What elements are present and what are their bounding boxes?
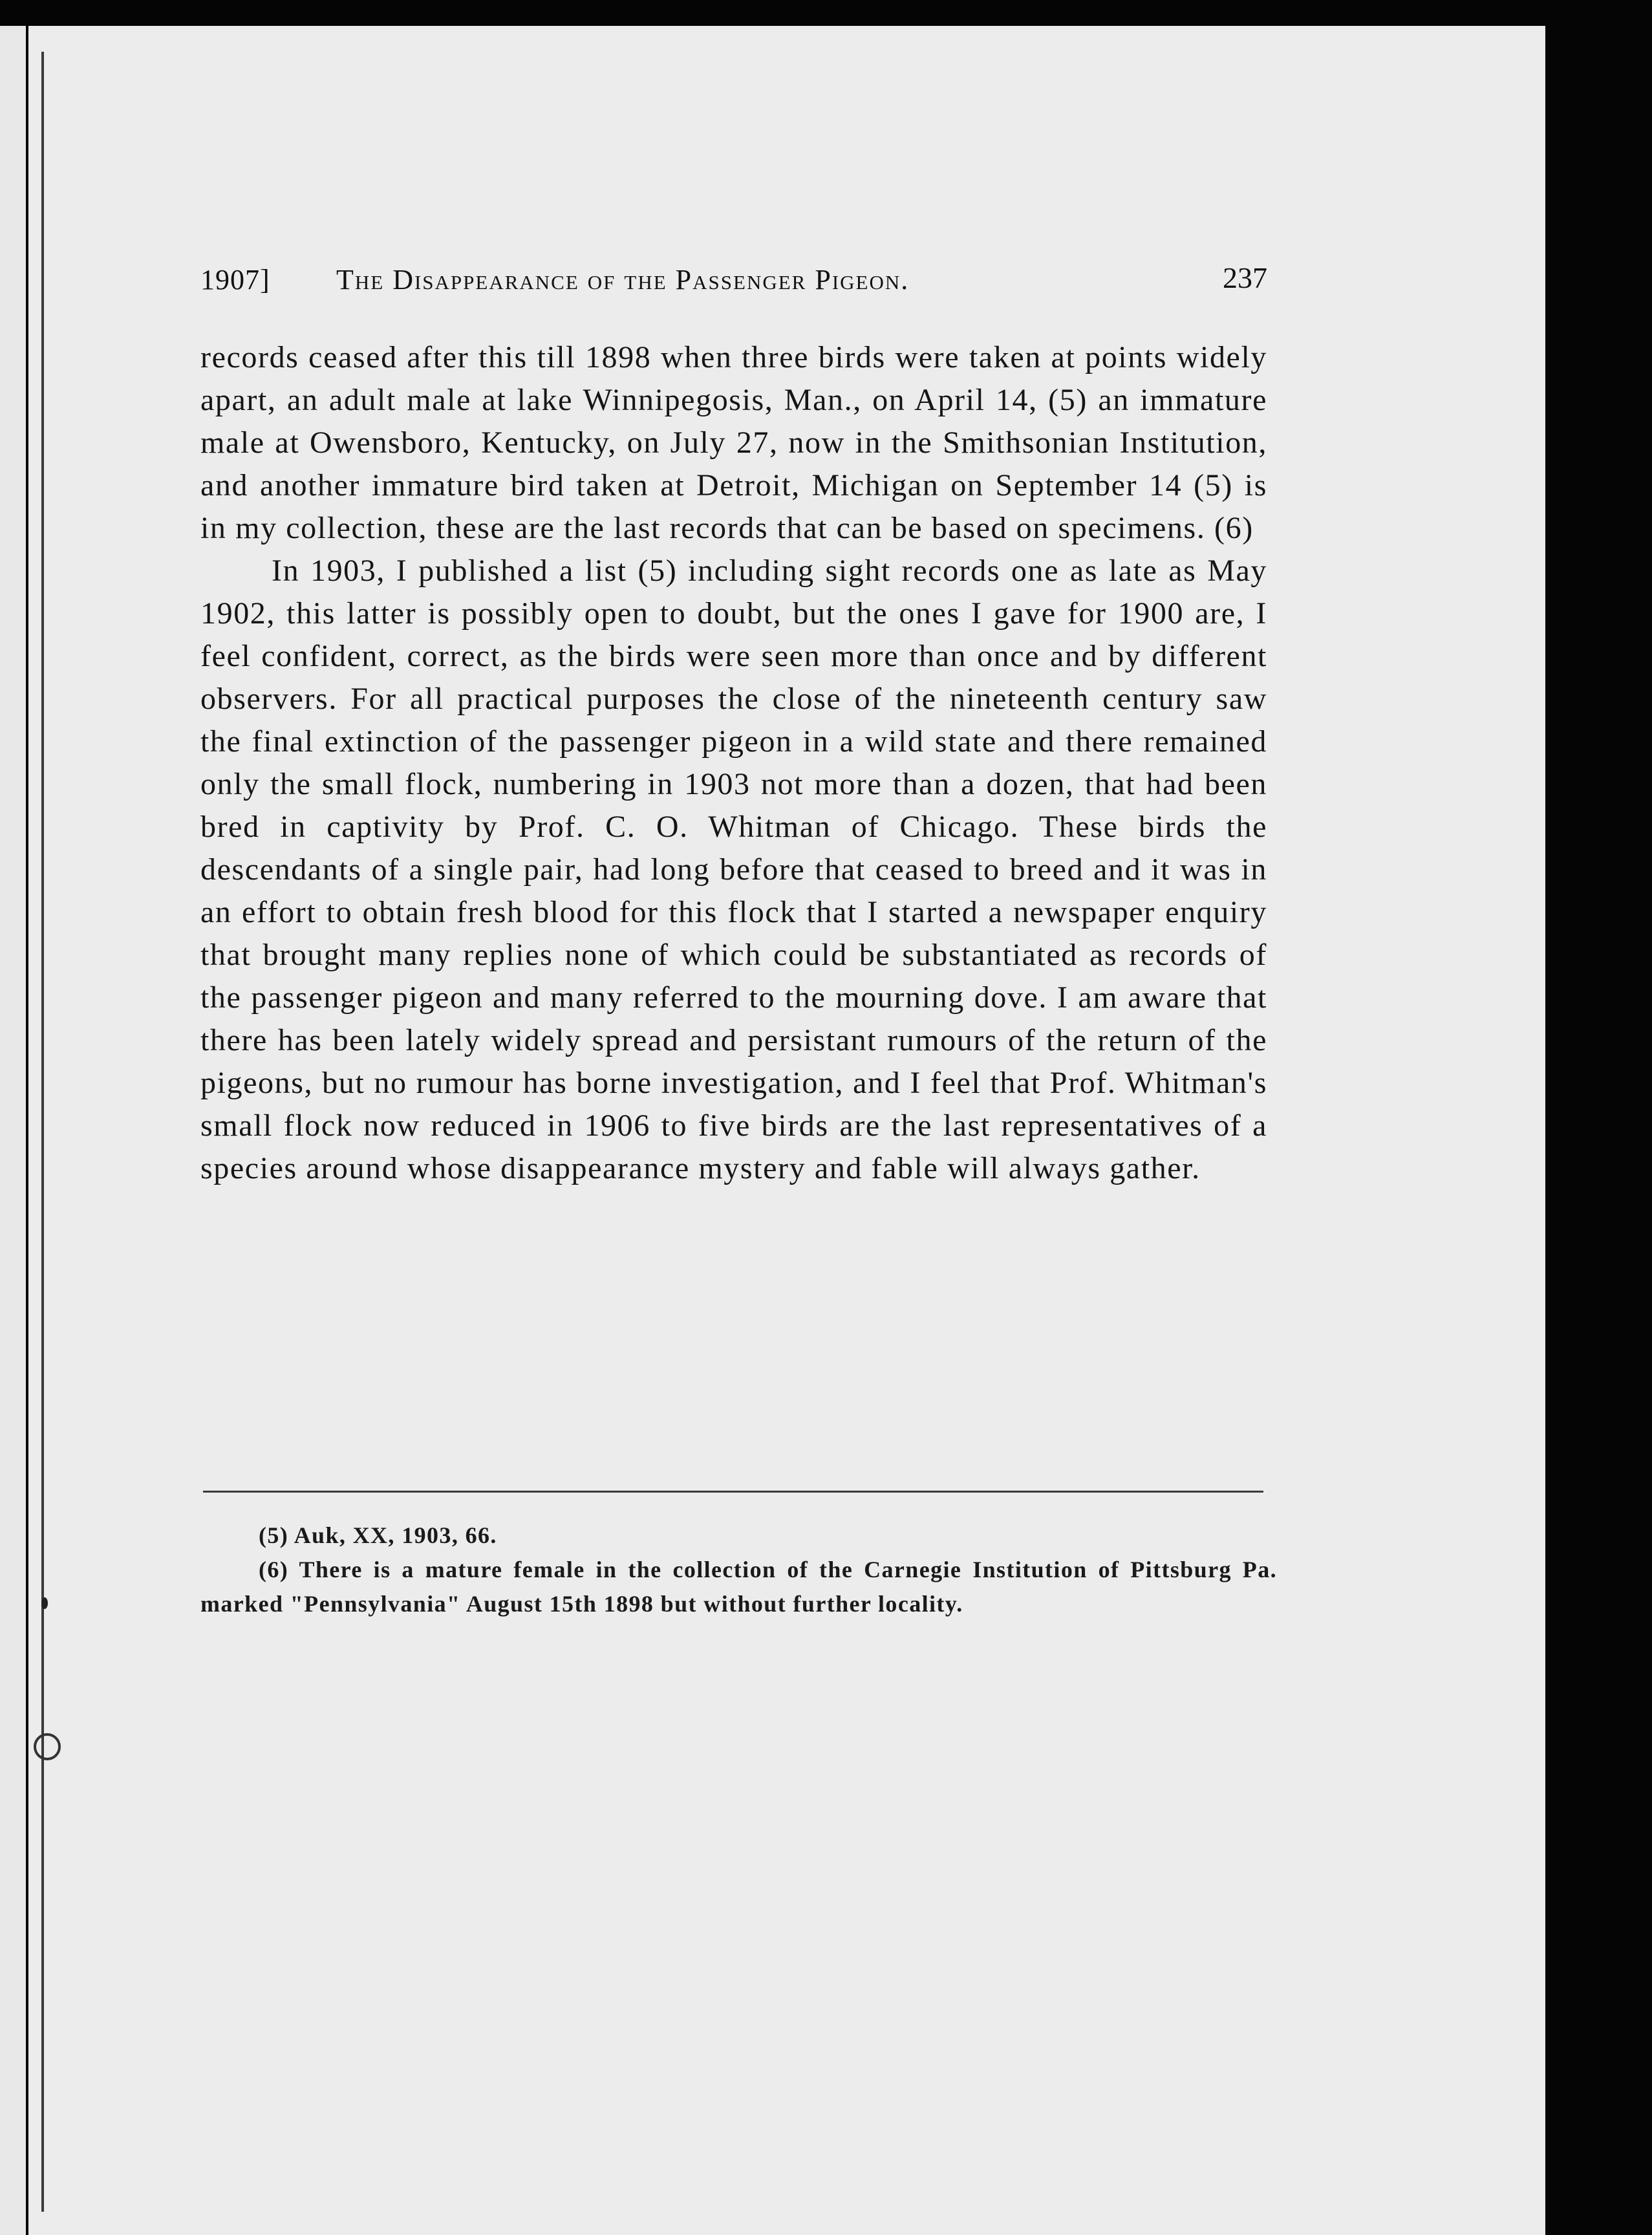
page-number: 237 <box>1223 261 1267 294</box>
page-fold-line <box>41 52 44 2212</box>
footnote-rule <box>203 1491 1263 1493</box>
adjacent-page-edge <box>0 26 26 2235</box>
scan-speck <box>41 1597 48 1609</box>
body-text <box>200 336 1267 1190</box>
footnote-5: (5) Auk, XX, 1903, 66. <box>259 1522 497 1548</box>
running-header <box>200 255 1267 301</box>
footnote-6: (6) There is a mature female in the collection of the Carnegie Institution of Pittsburg Pa. marked "Pennsylvania" August 15th 1898 but without further locality. <box>200 1557 1277 1617</box>
scan-ring-mark <box>34 1733 61 1760</box>
paragraph: records ceased after this till 1898 when three birds were taken at points widely apart, an adult male at lake Winnipegosis, Man., on April 14, (5) an immature male at Owensboro, Kentucky, on July 27, now in the Smithsonian Institution, and another immature bird taken at Detroit, Michigan on September 14 (5) is in my collection, these are the last records that can be based on specimens. (6) <box>200 340 1267 545</box>
header-year: 1907] <box>200 264 270 296</box>
footnotes <box>200 1518 1277 1621</box>
header-title: The Disappearance of the Passenger Pigeon. <box>336 264 910 296</box>
paragraph: In 1903, I published a list (5) including sight records one as late as May 1902, this latter is possibly open to doubt, but the ones I gave for 1900 are, I feel confident, correct, as the birds were seen more than once and by different observers. For all practical purposes the close of the nineteenth century saw the final extinction of the passenger pigeon in a wild state and there remained only the small flock, numbering in 1903 not more than a dozen, that had been bred in captivity by Prof. C. O. Whitman of Chicago. These birds the descendants of a single pair, had long before that ceased to breed and it was in an effort to obtain fresh blood for this flock that I started a newspaper enquiry that brought many replies none of which could be substantiated as records of the passenger pigeon and many referred to the mourning dove. I am aware that there has been lately widely spread and persistant rumours of the return of the pigeons, but no rumour has borne investigation, and I feel that Prof. Whitman's small flock now reduced in 1906 to five birds are the last representatives of a species around whose disappearance mystery and fable will always gather. <box>200 554 1267 1185</box>
